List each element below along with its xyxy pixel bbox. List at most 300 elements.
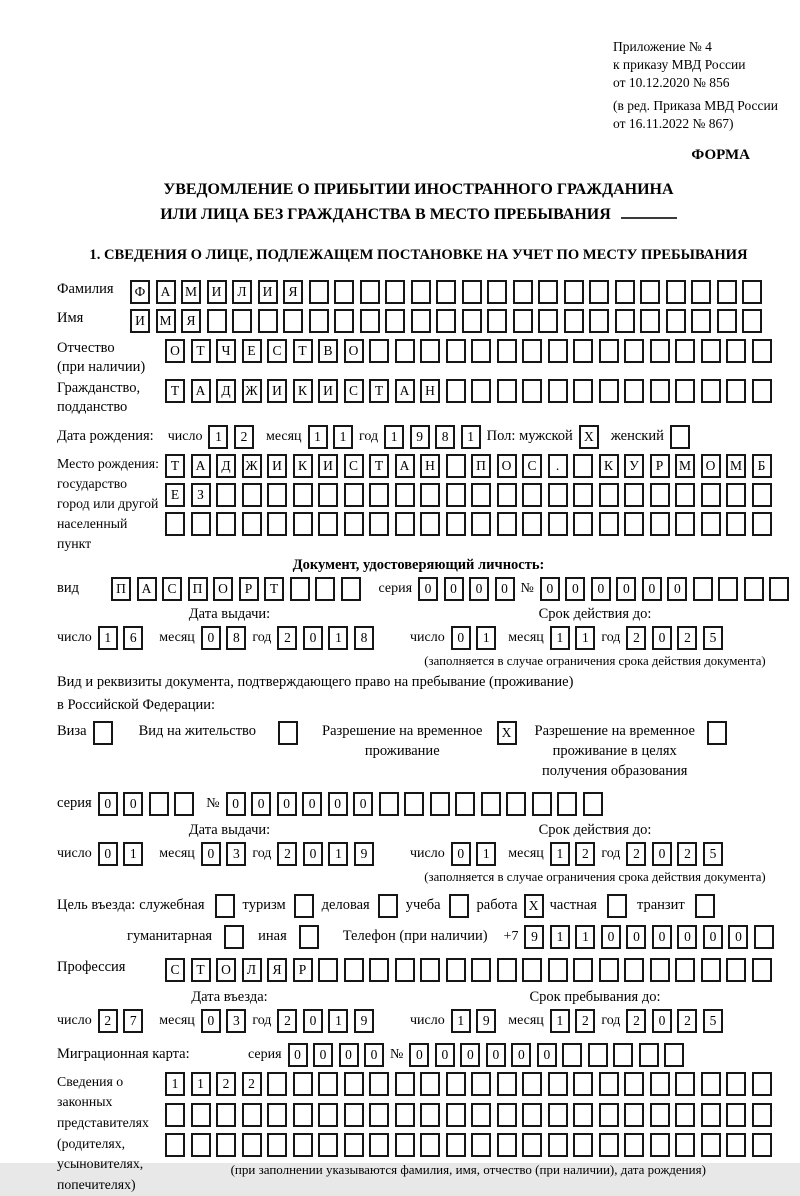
form-cell[interactable] [650, 379, 670, 403]
form-cell[interactable]: Т [165, 454, 185, 478]
form-cell[interactable] [497, 339, 517, 363]
form-cell[interactable]: А [395, 454, 415, 478]
form-cell[interactable] [420, 512, 440, 536]
form-cell[interactable] [242, 1103, 262, 1127]
form-cell[interactable]: 0 [537, 1043, 557, 1067]
form-cell[interactable] [513, 280, 533, 304]
form-cell[interactable]: М [726, 454, 746, 478]
form-cell[interactable] [293, 512, 313, 536]
form-cell[interactable]: 1 [451, 1009, 471, 1033]
form-cell[interactable] [344, 512, 364, 536]
form-cell[interactable] [446, 379, 466, 403]
form-cell[interactable] [318, 1103, 338, 1127]
form-cell[interactable] [395, 1072, 415, 1096]
form-cell[interactable]: 2 [677, 626, 697, 650]
form-cell[interactable]: 1 [328, 626, 348, 650]
form-cell[interactable]: С [162, 577, 182, 601]
form-cell[interactable]: 5 [703, 626, 723, 650]
form-cell[interactable] [471, 1072, 491, 1096]
form-cell[interactable] [599, 512, 619, 536]
form-cell[interactable] [624, 1103, 644, 1127]
form-cell[interactable] [599, 379, 619, 403]
form-cell[interactable] [385, 309, 405, 333]
form-cell[interactable] [497, 1133, 517, 1157]
form-cell[interactable] [299, 925, 319, 949]
form-cell[interactable] [624, 1133, 644, 1157]
form-cell[interactable] [232, 309, 252, 333]
form-cell[interactable] [599, 339, 619, 363]
form-cell[interactable]: П [111, 577, 131, 601]
form-cell[interactable] [446, 339, 466, 363]
form-cell[interactable]: 2 [98, 1009, 118, 1033]
form-cell[interactable]: Д [216, 454, 236, 478]
form-cell[interactable] [404, 792, 424, 816]
form-cell[interactable] [395, 512, 415, 536]
form-cell[interactable] [93, 721, 113, 745]
form-cell[interactable] [471, 512, 491, 536]
form-cell[interactable] [242, 512, 262, 536]
form-cell[interactable]: 1 [333, 425, 353, 449]
form-cell[interactable]: 0 [303, 842, 323, 866]
form-cell[interactable]: 2 [626, 626, 646, 650]
form-cell[interactable] [548, 483, 568, 507]
form-cell[interactable] [599, 1072, 619, 1096]
form-cell[interactable]: 0 [435, 1043, 455, 1067]
form-cell[interactable] [506, 792, 526, 816]
form-cell[interactable] [309, 280, 329, 304]
form-cell[interactable] [522, 1072, 542, 1096]
form-cell[interactable] [446, 958, 466, 982]
form-cell[interactable]: 0 [565, 577, 585, 601]
form-cell[interactable] [224, 925, 244, 949]
form-cell[interactable] [691, 280, 711, 304]
form-cell[interactable] [344, 1103, 364, 1127]
form-cell[interactable] [522, 512, 542, 536]
form-cell[interactable] [216, 1133, 236, 1157]
form-cell[interactable] [497, 1103, 517, 1127]
form-cell[interactable] [666, 280, 686, 304]
form-cell[interactable]: 0 [677, 925, 697, 949]
form-cell[interactable] [267, 512, 287, 536]
form-cell[interactable]: 2 [626, 842, 646, 866]
form-cell[interactable]: И [207, 280, 227, 304]
form-cell[interactable] [309, 309, 329, 333]
form-cell[interactable] [752, 1072, 772, 1096]
form-cell[interactable] [639, 1043, 659, 1067]
form-cell[interactable] [165, 1133, 185, 1157]
form-cell[interactable] [420, 483, 440, 507]
form-cell[interactable]: 0 [353, 792, 373, 816]
form-cell[interactable]: Ф [130, 280, 150, 304]
form-cell[interactable]: X [497, 721, 517, 745]
form-cell[interactable]: С [165, 958, 185, 982]
form-cell[interactable] [726, 512, 746, 536]
form-cell[interactable] [624, 379, 644, 403]
form-cell[interactable] [369, 1103, 389, 1127]
form-cell[interactable] [650, 958, 670, 982]
form-cell[interactable] [522, 958, 542, 982]
form-cell[interactable] [379, 792, 399, 816]
form-cell[interactable] [670, 425, 690, 449]
form-cell[interactable] [675, 512, 695, 536]
form-cell[interactable] [538, 309, 558, 333]
form-cell[interactable] [589, 280, 609, 304]
form-cell[interactable]: 9 [410, 425, 430, 449]
form-cell[interactable] [726, 379, 746, 403]
form-cell[interactable]: 0 [444, 577, 464, 601]
form-cell[interactable] [395, 1103, 415, 1127]
form-cell[interactable]: 7 [123, 1009, 143, 1033]
form-cell[interactable] [726, 483, 746, 507]
form-cell[interactable] [675, 1103, 695, 1127]
form-cell[interactable] [675, 483, 695, 507]
form-cell[interactable] [624, 512, 644, 536]
form-cell[interactable]: . [548, 454, 568, 478]
form-cell[interactable] [624, 339, 644, 363]
form-cell[interactable] [471, 379, 491, 403]
form-cell[interactable] [278, 721, 298, 745]
form-cell[interactable] [573, 958, 593, 982]
form-cell[interactable] [752, 958, 772, 982]
form-cell[interactable] [369, 339, 389, 363]
form-cell[interactable]: 9 [476, 1009, 496, 1033]
form-cell[interactable]: И [267, 454, 287, 478]
form-cell[interactable]: 8 [435, 425, 455, 449]
form-cell[interactable]: 1 [476, 842, 496, 866]
form-cell[interactable] [675, 1133, 695, 1157]
form-cell[interactable] [290, 577, 310, 601]
form-cell[interactable] [701, 1072, 721, 1096]
form-cell[interactable] [538, 280, 558, 304]
form-cell[interactable] [691, 309, 711, 333]
form-cell[interactable] [369, 958, 389, 982]
form-cell[interactable] [573, 339, 593, 363]
form-cell[interactable] [395, 958, 415, 982]
form-cell[interactable] [165, 1103, 185, 1127]
form-cell[interactable] [589, 309, 609, 333]
form-cell[interactable] [318, 1072, 338, 1096]
form-cell[interactable] [481, 792, 501, 816]
form-cell[interactable]: Р [239, 577, 259, 601]
form-cell[interactable]: 9 [524, 925, 544, 949]
form-cell[interactable] [267, 1133, 287, 1157]
form-cell[interactable]: В [318, 339, 338, 363]
form-cell[interactable] [497, 379, 517, 403]
form-cell[interactable] [395, 483, 415, 507]
form-cell[interactable]: К [599, 454, 619, 478]
form-cell[interactable] [174, 792, 194, 816]
form-cell[interactable] [242, 483, 262, 507]
form-cell[interactable] [344, 1072, 364, 1096]
form-cell[interactable] [640, 309, 660, 333]
form-cell[interactable]: У [624, 454, 644, 478]
form-cell[interactable] [420, 1133, 440, 1157]
form-cell[interactable] [717, 280, 737, 304]
form-cell[interactable] [588, 1043, 608, 1067]
form-cell[interactable] [471, 1103, 491, 1127]
form-cell[interactable]: 5 [703, 842, 723, 866]
form-cell[interactable]: 8 [226, 626, 246, 650]
form-cell[interactable] [607, 894, 627, 918]
form-cell[interactable] [726, 339, 746, 363]
form-cell[interactable] [344, 958, 364, 982]
form-cell[interactable] [360, 309, 380, 333]
form-cell[interactable]: 0 [616, 577, 636, 601]
form-cell[interactable]: П [188, 577, 208, 601]
form-cell[interactable]: Б [752, 454, 772, 478]
form-cell[interactable]: 1 [550, 842, 570, 866]
form-cell[interactable] [471, 1133, 491, 1157]
form-cell[interactable]: 1 [328, 842, 348, 866]
form-cell[interactable] [564, 309, 584, 333]
form-cell[interactable] [216, 483, 236, 507]
form-cell[interactable] [258, 309, 278, 333]
form-cell[interactable]: Я [283, 280, 303, 304]
form-cell[interactable]: 0 [303, 1009, 323, 1033]
form-cell[interactable] [395, 1133, 415, 1157]
form-cell[interactable]: 1 [98, 626, 118, 650]
form-cell[interactable]: А [137, 577, 157, 601]
form-cell[interactable] [650, 1133, 670, 1157]
form-cell[interactable] [532, 792, 552, 816]
form-cell[interactable] [548, 1072, 568, 1096]
form-cell[interactable]: А [191, 454, 211, 478]
form-cell[interactable] [548, 339, 568, 363]
form-cell[interactable]: Ч [216, 339, 236, 363]
form-cell[interactable]: 0 [703, 925, 723, 949]
form-cell[interactable]: 8 [354, 626, 374, 650]
form-cell[interactable] [522, 379, 542, 403]
form-cell[interactable] [420, 339, 440, 363]
form-cell[interactable]: 0 [288, 1043, 308, 1067]
form-cell[interactable]: 6 [123, 626, 143, 650]
form-cell[interactable]: 9 [354, 1009, 374, 1033]
form-cell[interactable]: 0 [313, 1043, 333, 1067]
form-cell[interactable] [513, 309, 533, 333]
form-cell[interactable] [548, 512, 568, 536]
form-cell[interactable]: 0 [302, 792, 322, 816]
form-cell[interactable] [216, 1103, 236, 1127]
form-cell[interactable]: О [701, 454, 721, 478]
form-cell[interactable]: Ж [242, 454, 262, 478]
form-cell[interactable] [191, 1103, 211, 1127]
form-cell[interactable]: X [579, 425, 599, 449]
form-cell[interactable] [522, 1103, 542, 1127]
form-cell[interactable]: П [471, 454, 491, 478]
form-cell[interactable] [446, 1072, 466, 1096]
form-cell[interactable] [675, 1072, 695, 1096]
form-cell[interactable] [315, 577, 335, 601]
form-cell[interactable]: Т [191, 339, 211, 363]
form-cell[interactable] [344, 1133, 364, 1157]
form-cell[interactable] [701, 512, 721, 536]
form-cell[interactable] [599, 1103, 619, 1127]
form-cell[interactable]: С [267, 339, 287, 363]
form-cell[interactable]: 1 [308, 425, 328, 449]
form-cell[interactable] [717, 309, 737, 333]
form-cell[interactable]: Я [267, 958, 287, 982]
form-cell[interactable]: 0 [201, 842, 221, 866]
form-cell[interactable]: 1 [550, 925, 570, 949]
form-cell[interactable] [446, 1133, 466, 1157]
form-cell[interactable]: О [213, 577, 233, 601]
form-cell[interactable]: И [318, 379, 338, 403]
form-cell[interactable] [385, 280, 405, 304]
form-cell[interactable] [267, 1072, 287, 1096]
form-cell[interactable]: А [395, 379, 415, 403]
form-cell[interactable] [650, 1103, 670, 1127]
form-cell[interactable] [701, 339, 721, 363]
form-cell[interactable] [449, 894, 469, 918]
form-cell[interactable] [564, 280, 584, 304]
form-cell[interactable]: И [318, 454, 338, 478]
form-cell[interactable] [752, 512, 772, 536]
form-cell[interactable]: 2 [575, 1009, 595, 1033]
form-cell[interactable]: С [522, 454, 542, 478]
form-cell[interactable] [318, 958, 338, 982]
form-cell[interactable]: Т [369, 454, 389, 478]
form-cell[interactable]: 0 [626, 925, 646, 949]
form-cell[interactable]: Т [165, 379, 185, 403]
form-cell[interactable] [293, 1103, 313, 1127]
form-cell[interactable] [664, 1043, 684, 1067]
form-cell[interactable] [599, 1133, 619, 1157]
form-cell[interactable]: 0 [652, 842, 672, 866]
form-cell[interactable] [548, 958, 568, 982]
form-cell[interactable] [369, 512, 389, 536]
form-cell[interactable]: 2 [242, 1072, 262, 1096]
form-cell[interactable]: 0 [251, 792, 271, 816]
form-cell[interactable] [293, 1133, 313, 1157]
form-cell[interactable] [522, 483, 542, 507]
form-cell[interactable]: С [344, 379, 364, 403]
form-cell[interactable] [650, 1072, 670, 1096]
form-cell[interactable] [754, 925, 774, 949]
form-cell[interactable]: 2 [677, 1009, 697, 1033]
form-cell[interactable]: 0 [469, 577, 489, 601]
form-cell[interactable]: 0 [303, 626, 323, 650]
form-cell[interactable] [341, 577, 361, 601]
form-cell[interactable] [293, 1072, 313, 1096]
form-cell[interactable]: М [675, 454, 695, 478]
form-cell[interactable]: 1 [575, 626, 595, 650]
form-cell[interactable] [471, 339, 491, 363]
form-cell[interactable] [573, 512, 593, 536]
form-cell[interactable] [613, 1043, 633, 1067]
form-cell[interactable] [701, 379, 721, 403]
form-cell[interactable]: 0 [511, 1043, 531, 1067]
form-cell[interactable] [548, 379, 568, 403]
form-cell[interactable]: О [216, 958, 236, 982]
form-cell[interactable] [455, 792, 475, 816]
form-cell[interactable]: 0 [201, 1009, 221, 1033]
form-cell[interactable]: Л [232, 280, 252, 304]
form-cell[interactable]: 2 [277, 1009, 297, 1033]
form-cell[interactable] [283, 309, 303, 333]
form-cell[interactable]: И [267, 379, 287, 403]
form-cell[interactable]: А [191, 379, 211, 403]
form-cell[interactable]: Т [369, 379, 389, 403]
form-cell[interactable]: 0 [418, 577, 438, 601]
form-cell[interactable] [752, 1103, 772, 1127]
form-cell[interactable] [344, 483, 364, 507]
form-cell[interactable] [752, 379, 772, 403]
form-cell[interactable] [446, 1103, 466, 1127]
form-cell[interactable]: 2 [677, 842, 697, 866]
form-cell[interactable] [615, 309, 635, 333]
form-cell[interactable] [752, 1133, 772, 1157]
form-cell[interactable]: 3 [226, 842, 246, 866]
form-cell[interactable]: М [156, 309, 176, 333]
form-cell[interactable] [742, 280, 762, 304]
form-cell[interactable] [267, 483, 287, 507]
form-cell[interactable]: 0 [201, 626, 221, 650]
form-cell[interactable] [650, 339, 670, 363]
form-cell[interactable]: 1 [476, 626, 496, 650]
form-cell[interactable]: 3 [226, 1009, 246, 1033]
form-cell[interactable] [624, 483, 644, 507]
form-cell[interactable]: 0 [540, 577, 560, 601]
form-cell[interactable]: 0 [652, 626, 672, 650]
form-cell[interactable] [334, 280, 354, 304]
form-cell[interactable]: Д [216, 379, 236, 403]
form-cell[interactable]: Т [191, 958, 211, 982]
form-cell[interactable]: 0 [451, 842, 471, 866]
form-cell[interactable] [666, 309, 686, 333]
form-cell[interactable]: О [497, 454, 517, 478]
form-cell[interactable]: 0 [409, 1043, 429, 1067]
form-cell[interactable] [615, 280, 635, 304]
form-cell[interactable]: 0 [652, 1009, 672, 1033]
form-cell[interactable] [695, 894, 715, 918]
form-cell[interactable] [242, 1133, 262, 1157]
form-cell[interactable] [446, 454, 466, 478]
form-cell[interactable]: 1 [575, 925, 595, 949]
form-cell[interactable]: 0 [328, 792, 348, 816]
form-cell[interactable] [707, 721, 727, 745]
form-cell[interactable]: 0 [652, 925, 672, 949]
form-cell[interactable] [769, 577, 789, 601]
form-cell[interactable] [624, 958, 644, 982]
form-cell[interactable]: О [344, 339, 364, 363]
form-cell[interactable]: К [293, 454, 313, 478]
form-cell[interactable]: И [130, 309, 150, 333]
form-cell[interactable] [562, 1043, 582, 1067]
form-cell[interactable] [726, 958, 746, 982]
form-cell[interactable] [650, 512, 670, 536]
form-cell[interactable]: 2 [277, 626, 297, 650]
form-cell[interactable] [624, 1072, 644, 1096]
form-cell[interactable]: 9 [354, 842, 374, 866]
form-cell[interactable] [726, 1103, 746, 1127]
form-cell[interactable] [573, 1133, 593, 1157]
form-cell[interactable] [573, 1072, 593, 1096]
form-cell[interactable]: М [181, 280, 201, 304]
form-cell[interactable] [471, 958, 491, 982]
form-cell[interactable]: 2 [277, 842, 297, 866]
form-cell[interactable]: 2 [234, 425, 254, 449]
form-cell[interactable]: 0 [728, 925, 748, 949]
form-cell[interactable]: Т [293, 339, 313, 363]
form-cell[interactable]: 1 [191, 1072, 211, 1096]
form-cell[interactable] [446, 483, 466, 507]
form-cell[interactable] [573, 1103, 593, 1127]
form-cell[interactable] [420, 1103, 440, 1127]
form-cell[interactable] [318, 483, 338, 507]
form-cell[interactable] [369, 1072, 389, 1096]
form-cell[interactable] [726, 1072, 746, 1096]
form-cell[interactable] [436, 309, 456, 333]
